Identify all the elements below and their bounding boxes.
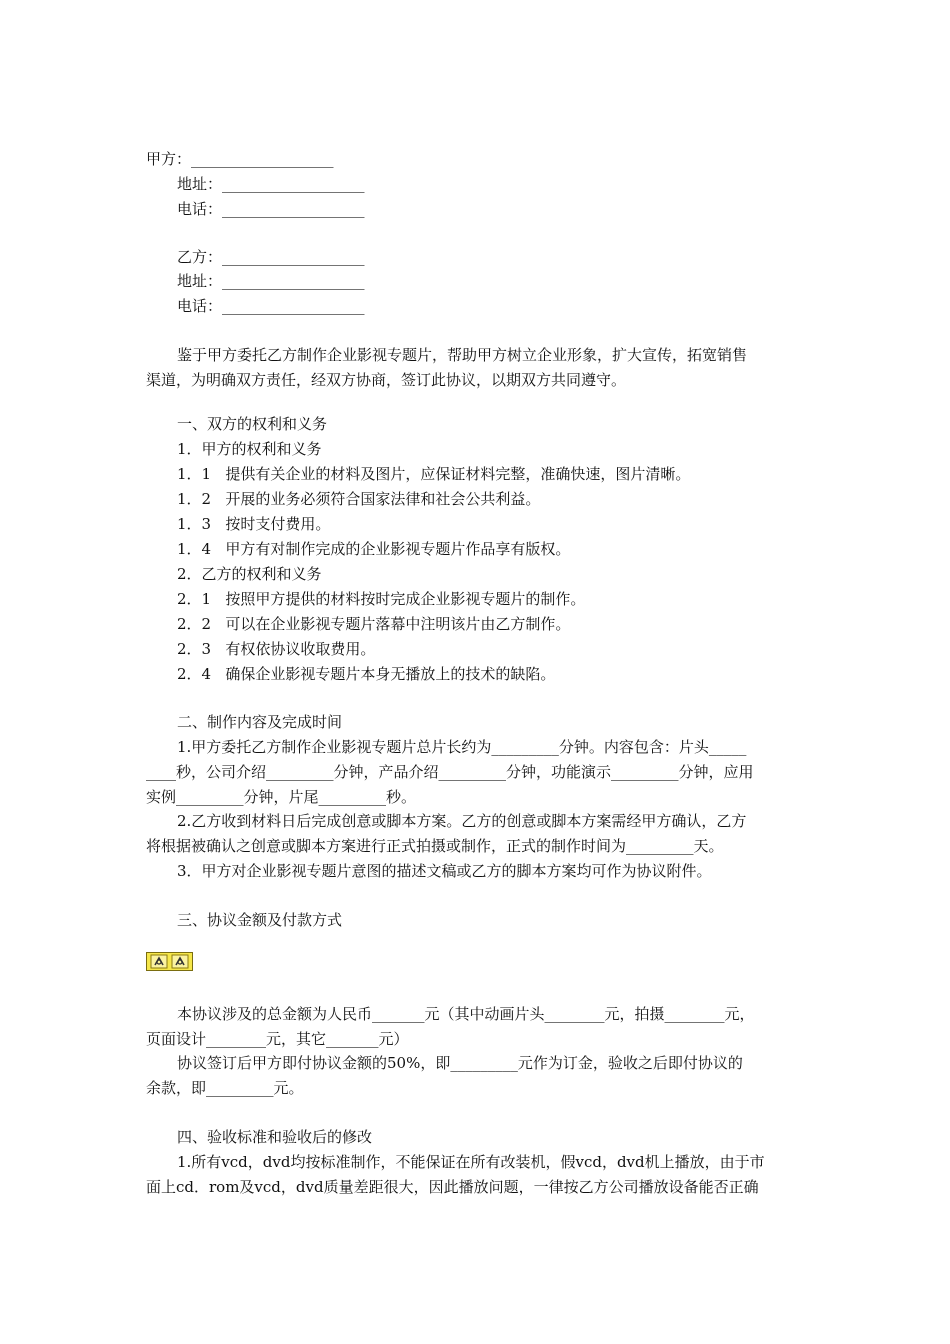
clause-item: 1．4 甲方有对制作完成的企业影视专题片作品享有版权。: [177, 540, 571, 558]
party-b-name-line: 乙方：___________________: [177, 248, 365, 266]
section-1-heading: 一、双方的权利和义务: [177, 415, 328, 433]
linked-object-icon[interactable]: [171, 954, 189, 969]
section-2-line: 实例_________分钟，片尾_________秒。: [146, 788, 417, 806]
linked-object-icon[interactable]: [150, 954, 168, 969]
clause-item: 1．1 提供有关企业的材料及图片，应保证材料完整，准确快速，图片清晰。: [177, 465, 691, 483]
section-4-heading: 四、验收标准和验收后的修改: [177, 1128, 373, 1146]
party-a-phone-line: 电话：___________________: [177, 200, 365, 218]
section-3-line: 页面设计________元，其它_______元）: [146, 1030, 409, 1048]
embedded-object-toolbar[interactable]: [146, 952, 193, 971]
preamble-line: 渠道，为明确双方责任，经双方协商，签订此协议，以期双方共同遵守。: [146, 371, 627, 389]
party-b-phone-line: 电话：___________________: [177, 297, 365, 315]
party-a-name-line: 甲方：___________________: [146, 150, 334, 168]
section-3-line: 本协议涉及的总金额为人民币_______元（其中动画片头________元，拍摄________元，: [177, 1005, 755, 1023]
party-b-address-line: 地址：___________________: [177, 272, 365, 290]
section-2-line: ____秒，公司介绍_________分钟，产品介绍_________分钟，功能演示_________分钟，应用: [146, 763, 754, 781]
section-2-heading: 二、制作内容及完成时间: [177, 713, 343, 731]
clause-item: 1．2 开展的业务必须符合国家法律和社会公共利益。: [177, 490, 541, 508]
clause-item: 2．2 可以在企业影视专题片落幕中注明该片由乙方制作。: [177, 615, 571, 633]
subsection-title-party-b: 2．乙方的权利和义务: [177, 565, 322, 583]
section-2-line: 1.甲方委托乙方制作企业影视专题片总片长约为_________分钟。内容包含：片头_____: [177, 738, 747, 756]
preamble-line: 鉴于甲方委托乙方制作企业影视专题片，帮助甲方树立企业形象，扩大宣传，拓宽销售: [177, 346, 748, 364]
clause-item: 2．3 有权依协议收取费用。: [177, 640, 376, 658]
section-3-heading: 三、协议金额及付款方式: [177, 911, 343, 929]
party-a-address-line: 地址：___________________: [177, 175, 365, 193]
subsection-title-party-a: 1．甲方的权利和义务: [177, 440, 322, 458]
section-2-line: 3．甲方对企业影视专题片意图的描述文稿或乙方的脚本方案均可作为协议附件。: [177, 862, 712, 880]
section-3-line: 协议签订后甲方即付协议金额的50%，即_________元作为订金，验收之后即付协议的: [177, 1054, 743, 1072]
section-3-line: 余款，即_________元。: [146, 1079, 304, 1097]
section-4-line: 1.所有vcd，dvd均按标准制作，不能保证在所有改装机，假vcd，dvd机上播放，由于市: [177, 1153, 765, 1171]
clause-item: 2．1 按照甲方提供的材料按时完成企业影视专题片的制作。: [177, 590, 586, 608]
section-2-line: 2.乙方收到材料日后完成创意或脚本方案。乙方的创意或脚本方案需经甲方确认，乙方: [177, 812, 747, 830]
section-2-line: 将根据被确认之创意或脚本方案进行正式拍摄或制作，正式的制作时间为_________天。: [146, 837, 724, 855]
section-4-line: 面上cd．rom及vcd，dvd质量差距很大，因此播放问题，一律按乙方公司播放设备能否正确: [146, 1178, 759, 1196]
clause-item: 2．4 确保企业影视专题片本身无播放上的技术的缺陷。: [177, 665, 556, 683]
clause-item: 1．3 按时支付费用。: [177, 515, 331, 533]
